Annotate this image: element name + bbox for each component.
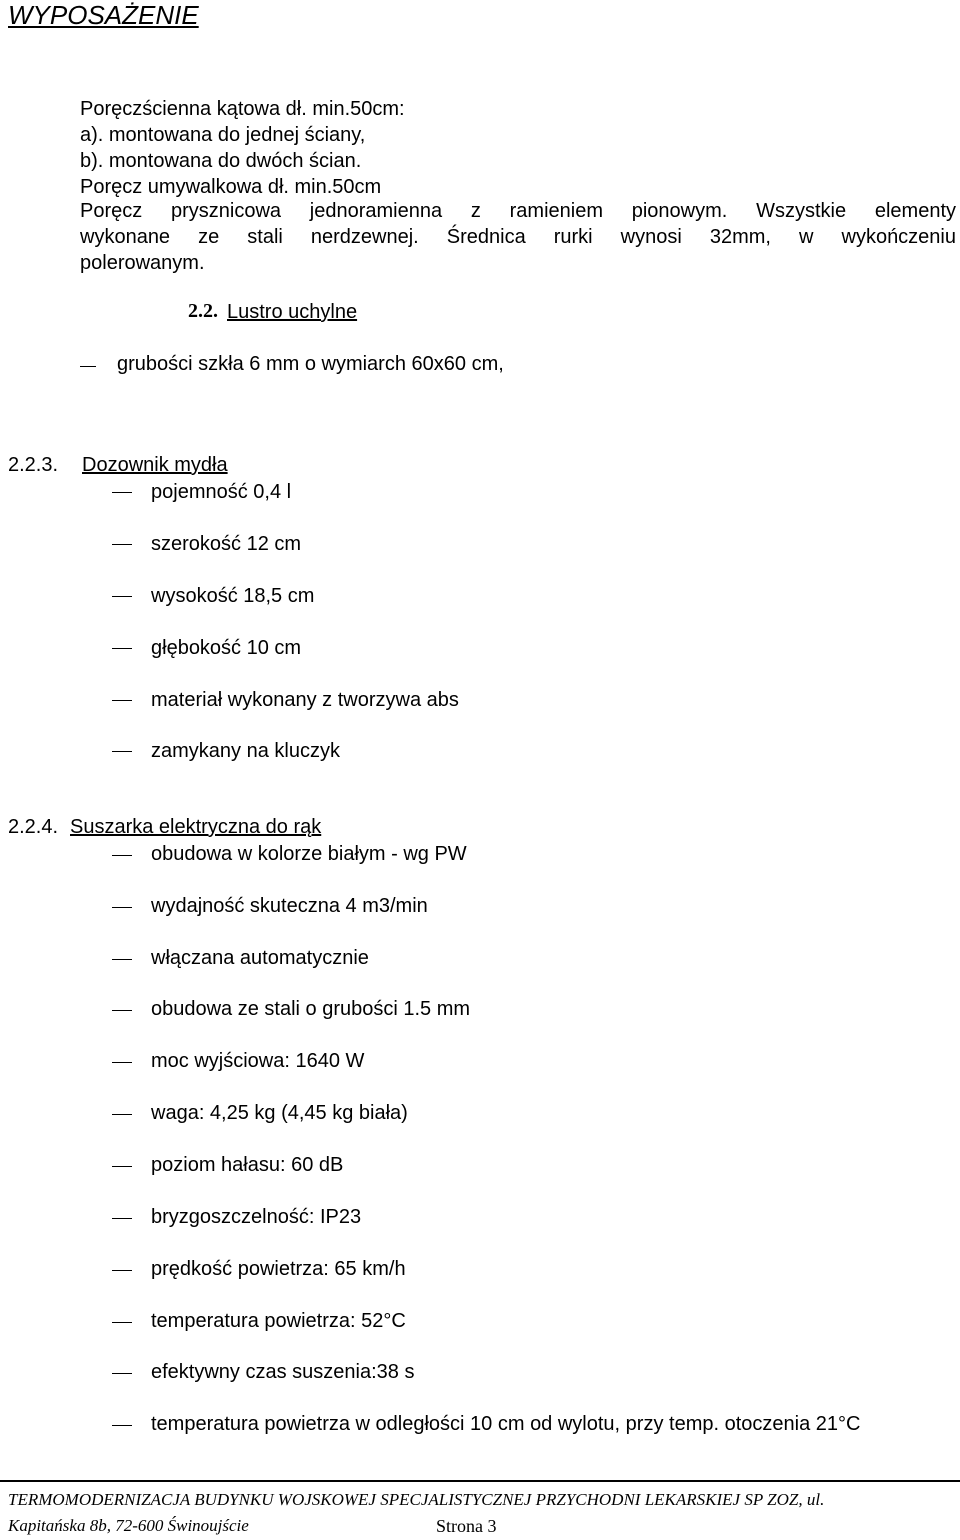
list-item: temperatura powietrza w odległości 10 cm od wylotu, przy temp. otoczenia 21°C <box>151 1413 861 1435</box>
list-item: temperatura powietrza: 52°C <box>151 1310 406 1332</box>
dash-marker <box>112 959 132 960</box>
section-number: 2.2.3. <box>8 454 59 476</box>
dash-marker <box>112 1062 132 1063</box>
list-item: poziom hałasu: 60 dB <box>151 1154 344 1176</box>
list-item: włączana automatycznie <box>151 947 369 969</box>
dash-marker <box>112 1425 132 1426</box>
list-item: prędkość powietrza: 65 km/h <box>151 1258 406 1280</box>
list-item: materiał wykonany z tworzywa abs <box>151 689 459 711</box>
intro-paragraph-last: polerowanym. <box>80 252 205 274</box>
list-item: wydajność skuteczna 4 m3/min <box>151 895 428 917</box>
footer-divider <box>0 1480 960 1482</box>
dash-marker <box>112 1373 132 1374</box>
list-item: głębokość 10 cm <box>151 637 302 659</box>
dash-marker <box>112 1166 132 1167</box>
page-title: WYPOSAŻENIE <box>8 0 199 30</box>
list-item: obudowa ze stali o grubości 1.5 mm <box>151 998 471 1020</box>
dash-marker <box>80 366 96 367</box>
section-number: 2.2. <box>188 300 218 322</box>
dash-marker <box>112 492 132 493</box>
dash-marker <box>112 544 132 545</box>
list-item: wysokość 18,5 cm <box>151 585 315 607</box>
section-title: Lustro uchylne <box>227 301 358 323</box>
section-number: 2.2.4. <box>8 816 59 838</box>
list-item: szerokość 12 cm <box>151 533 302 555</box>
intro-line: Poręcz umywalkowa dł. min.50cm <box>80 176 382 198</box>
list-item: moc wyjściowa: 1640 W <box>151 1050 365 1072</box>
intro-paragraph-line: Poręcz prysznicowa jednoramienna z ramieniem pionowym. Wszystkie elementy <box>80 200 956 222</box>
dash-marker <box>112 855 132 856</box>
intro-line: a). montowana do jednej ściany, <box>80 124 366 146</box>
list-item: obudowa w kolorze białym - wg PW <box>151 843 467 865</box>
dash-marker <box>112 648 132 649</box>
list-item: waga: 4,25 kg (4,45 kg biała) <box>151 1102 408 1124</box>
dash-marker <box>112 751 132 752</box>
intro-paragraph-line: wykonane ze stali nerdzewnej. Średnica rurki wynosi 32mm, w wykończeniu <box>80 226 956 248</box>
dash-marker <box>112 596 132 597</box>
list-item: efektywny czas suszenia:38 s <box>151 1361 415 1383</box>
intro-line: b). montowana do dwóch ścian. <box>80 150 362 172</box>
list-item: zamykany na kluczyk <box>151 740 340 762</box>
section-title: Suszarka elektryczna do rąk <box>70 816 322 838</box>
dash-marker <box>112 1270 132 1271</box>
list-item: grubości szkła 6 mm o wymiarch 60x60 cm, <box>117 353 504 375</box>
dash-marker <box>112 700 132 701</box>
list-item: pojemność 0,4 l <box>151 481 292 503</box>
dash-marker <box>112 1010 132 1011</box>
list-item: bryzgoszczelność: IP23 <box>151 1206 362 1228</box>
footer-line-2: Kapitańska 8b, 72-600 Świnoujście <box>8 1516 249 1535</box>
intro-line: Poręczścienna kątowa dł. min.50cm: <box>80 98 405 120</box>
dash-marker <box>112 1322 132 1323</box>
dash-marker <box>112 1114 132 1115</box>
dash-marker <box>112 907 132 908</box>
footer-line-1: TERMOMODERNIZACJA BUDYNKU WOJSKOWEJ SPECJALISTYCZNEJ PRZYCHODNI LEKARSKIEJ SP ZOZ, ul. <box>8 1490 825 1509</box>
section-title: Dozownik mydła <box>82 454 228 476</box>
page-number: Strona 3 <box>436 1516 497 1536</box>
dash-marker <box>112 1218 132 1219</box>
